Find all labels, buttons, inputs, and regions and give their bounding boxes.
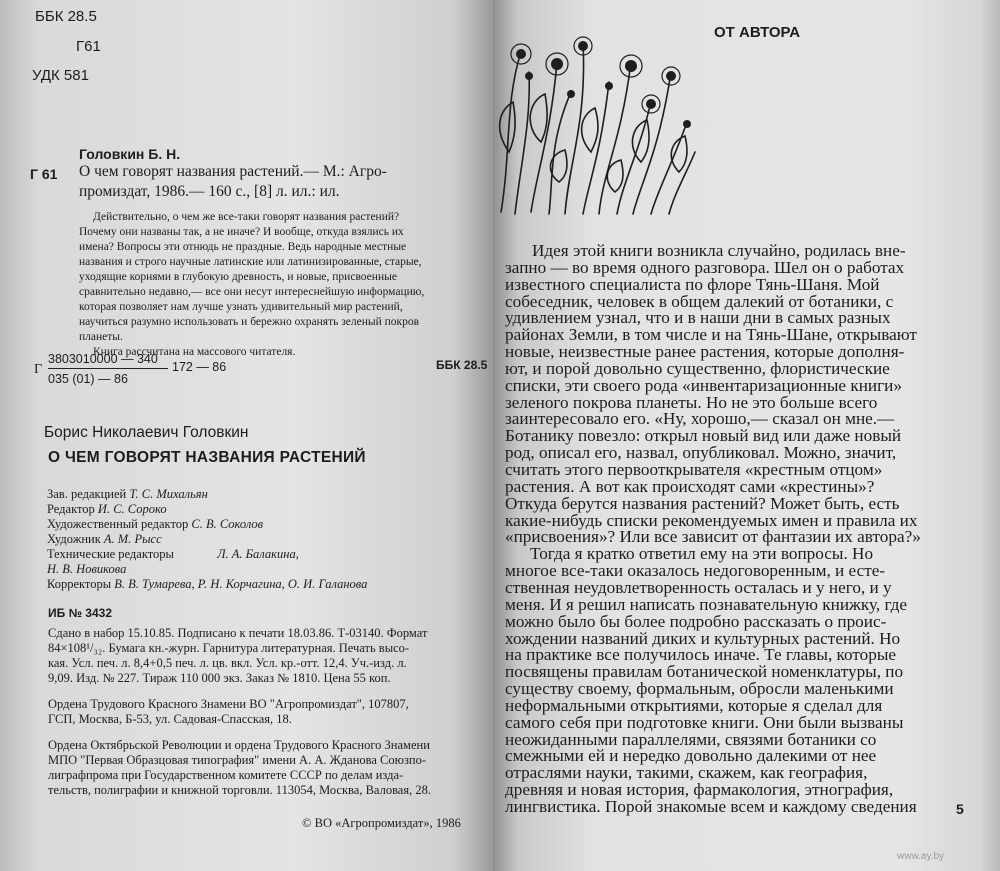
body-line: какие-нибудь списки рекомендуемых имен и правила их <box>505 510 918 530</box>
body-line: меня. И я решил написать познавательную книжку, где <box>505 594 908 614</box>
body-line: запно — во время одного разговора. Шел он о работах <box>505 257 905 277</box>
right-page <box>493 0 1000 871</box>
imprint-line: 84×108¹/₃₂. Бумага кн.-журн. Гарнитура литературная. Печать высо- <box>48 641 410 655</box>
credit-line: Художник А. М. Рысс <box>47 532 162 546</box>
imprint-line: кая. Усл. печ. л. 8,4+0,5 печ. л. цв. вкл. Усл. кр.-отт. 12,4. Уч.-изд. л. <box>48 656 407 670</box>
annotation-line: планеты. <box>79 331 123 343</box>
author-mark: Г61 <box>76 38 101 55</box>
body-line: смежными ей и нередко довольно далекими от нее <box>505 746 877 766</box>
credit-line: Редактор И. С. Сороко <box>47 502 167 516</box>
body-line: род, описал его, назвал, опубликовал. Можно, значит, <box>505 443 897 463</box>
credit-line: Н. В. Новикова <box>47 562 127 576</box>
imprint-line: Сдано в набор 15.10.85. Подписано к печати 18.03.86. Т-03140. Формат <box>48 626 428 640</box>
body-line: многое все-таки оказалось недоговоренным, и есте- <box>505 561 886 581</box>
body-line: лингвистика. Порой знакомые всем и каждому сведения <box>505 797 917 816</box>
credit-line: Корректоры В. В. Тумарева, Р. Н. Корчагина, О. И. Галанова <box>47 577 368 591</box>
copyright: © ВО «Агропромиздат», 1986 <box>302 816 461 830</box>
body-line: на практике все получилось иначе. Те главы, которые <box>505 645 897 665</box>
body-line: заинтересовало его. «Ну, хорошо,— сказал он мне.— <box>505 409 895 429</box>
body-line: списки, эти своего рода «инвентаризационные книги» <box>505 375 902 395</box>
body-line: собеседник, человек в общем далекий от ботаники, с <box>505 291 894 311</box>
publisher-line: ГСП, Москва, Б-53, ул. Садовая-Спасская, 18. <box>48 712 292 726</box>
udk-code: УДК 581 <box>32 67 89 84</box>
annotation-line: уходящие корнями в глубокую древность, и новые, присвоенные <box>79 271 397 283</box>
printer-line: Ордена Октябрьской Революции и ордена Трудового Красного Знамени <box>48 738 430 752</box>
body-line: известного специалиста по флоре Тянь-Шаня. Мой <box>505 274 880 294</box>
annotation-line: Действительно, о чем же все-таки говорят названия растений? <box>93 211 400 223</box>
printer-line: тельств, полиграфии и книжной торговли. 113054, Москва, Валовая, 28. <box>48 783 431 797</box>
author-full-name: Борис Николаевич Головкин <box>44 424 249 441</box>
annotation-line: научиться разумно использовать и бережно охранять зеленый покров <box>79 316 420 328</box>
body-line: «присвоения»? Или все зависит от фантазии их автора?» <box>505 527 921 547</box>
annotation-line: названия и строго научные латинские или латинизированные, старые, <box>79 256 422 268</box>
catalog-entry-line-1: О чем говорят названия растений.— М.: Агро- <box>79 163 387 180</box>
body-line: отраслями науки, такими, скажем, как география, <box>505 763 868 783</box>
formula-letter: Г <box>34 362 43 377</box>
watermark: www.ay.by <box>897 851 945 862</box>
annotation-line: сравнительно недавно,— все они несут интереснейшую информацию, <box>79 286 425 298</box>
body-line: Откуда берутся названия растений? Может быть, есть <box>505 493 900 513</box>
ib-number: ИБ № 3432 <box>48 606 112 620</box>
formula-denominator: 035 (01) — 86 <box>48 372 128 386</box>
annotation-line: имена? Вопросы эти отнюдь не праздные. Ведь народные местные <box>79 241 407 253</box>
audience-note: Книга рассчитана на массового читателя. <box>93 346 296 358</box>
section-heading: ОТ АВТОРА <box>714 24 801 41</box>
body-line: хождении названий диких и культурных растений. Но <box>505 628 901 648</box>
body-line: неформальными открытиями, которые я сделал для <box>505 695 883 715</box>
imprint-line: 9,09. Изд. № 227. Тираж 110 000 экз. Заказ № 1810. Цена 55 коп. <box>48 671 391 685</box>
annotation-line: Почему они названы так, а не иначе? И вообще, откуда взялись их <box>79 226 404 238</box>
bbk-code: ББК 28.5 <box>35 8 97 25</box>
publisher-line: Ордена Трудового Красного Знамени ВО "Агропромиздат", 107807, <box>48 697 409 711</box>
body-line: существу своему, формальным, обросли маленькими <box>505 679 894 699</box>
body-line: древняя и новая история, фармакология, этнография, <box>505 780 894 800</box>
page-number: 5 <box>956 801 964 817</box>
body-line: ственная неудовлетворенность осталась и у него, и у <box>505 577 892 597</box>
credit-line: Зав. редакцией Т. С. Михальян <box>47 487 208 501</box>
catalog-author: Головкин Б. Н. <box>79 146 181 162</box>
body-line: считать этого первооткрывателя «крестным отцом» <box>505 460 883 480</box>
book-title: О ЧЕМ ГОВОРЯТ НАЗВАНИЯ РАСТЕНИЙ <box>48 449 366 466</box>
formula-rule <box>48 368 168 369</box>
body-line: ют, и порой довольно существенно, флористические <box>505 358 890 378</box>
body-line: посвящены правилам ботанической номенклатуры, по <box>505 662 904 682</box>
body-line: можно было бы более подробно рассказать о проис- <box>505 611 887 631</box>
formula-numerator: 3803010000 — 340 <box>48 352 158 366</box>
body-line: зеленого покрова планеты. Но не это больше всего <box>505 392 878 412</box>
printer-line: лиграфпрома при Государственном комитете СССР по делам изда- <box>48 768 404 782</box>
body-line: неожиданными параллелями, связями ботаники со <box>505 729 877 749</box>
credit-line: Художественный редактор С. В. Соколов <box>47 517 264 531</box>
body-line: самого себя при подготовке книги. Они были вызваны <box>505 712 904 732</box>
body-line: удивлением узнал, что и в наши дни в самых разных <box>505 308 891 328</box>
printer-line: МПО "Первая Образцовая типография" имени А. А. Жданова Союзпо- <box>48 753 427 767</box>
body-line: новые, неизвестные ранее растения, которые дополня- <box>505 342 905 362</box>
body-line: Тогда я кратко ответил ему на эти вопросы. Но <box>530 544 874 564</box>
botanical-illustration <box>493 32 699 220</box>
catalog-entry-line-2: промиздат, 1986.— 160 с., [8] л. ил.: ил. <box>79 183 340 200</box>
flower-illustration-icon <box>493 32 699 220</box>
body-line: растения. А вот как происходят сами «крестины»? <box>505 476 875 496</box>
credit-line: Технические редакторы Л. А. Балакина, <box>47 547 299 561</box>
body-line: Ботанику повезло: открыл новый вид или даже новый <box>505 426 902 446</box>
annotation-line: которая позволяет нам лучше узнать удивительный мир растений, <box>79 301 403 313</box>
body-line: районах Земли, в том числе и на Тянь-Шане, открывают <box>505 325 917 345</box>
formula-bbk: ББК 28.5 <box>436 358 488 372</box>
left-page <box>0 0 493 871</box>
catalog-code: Г 61 <box>30 166 58 182</box>
body-line: Идея этой книги возникла случайно, родилась вне- <box>532 241 906 260</box>
formula-code: 172 — 86 <box>172 360 227 374</box>
